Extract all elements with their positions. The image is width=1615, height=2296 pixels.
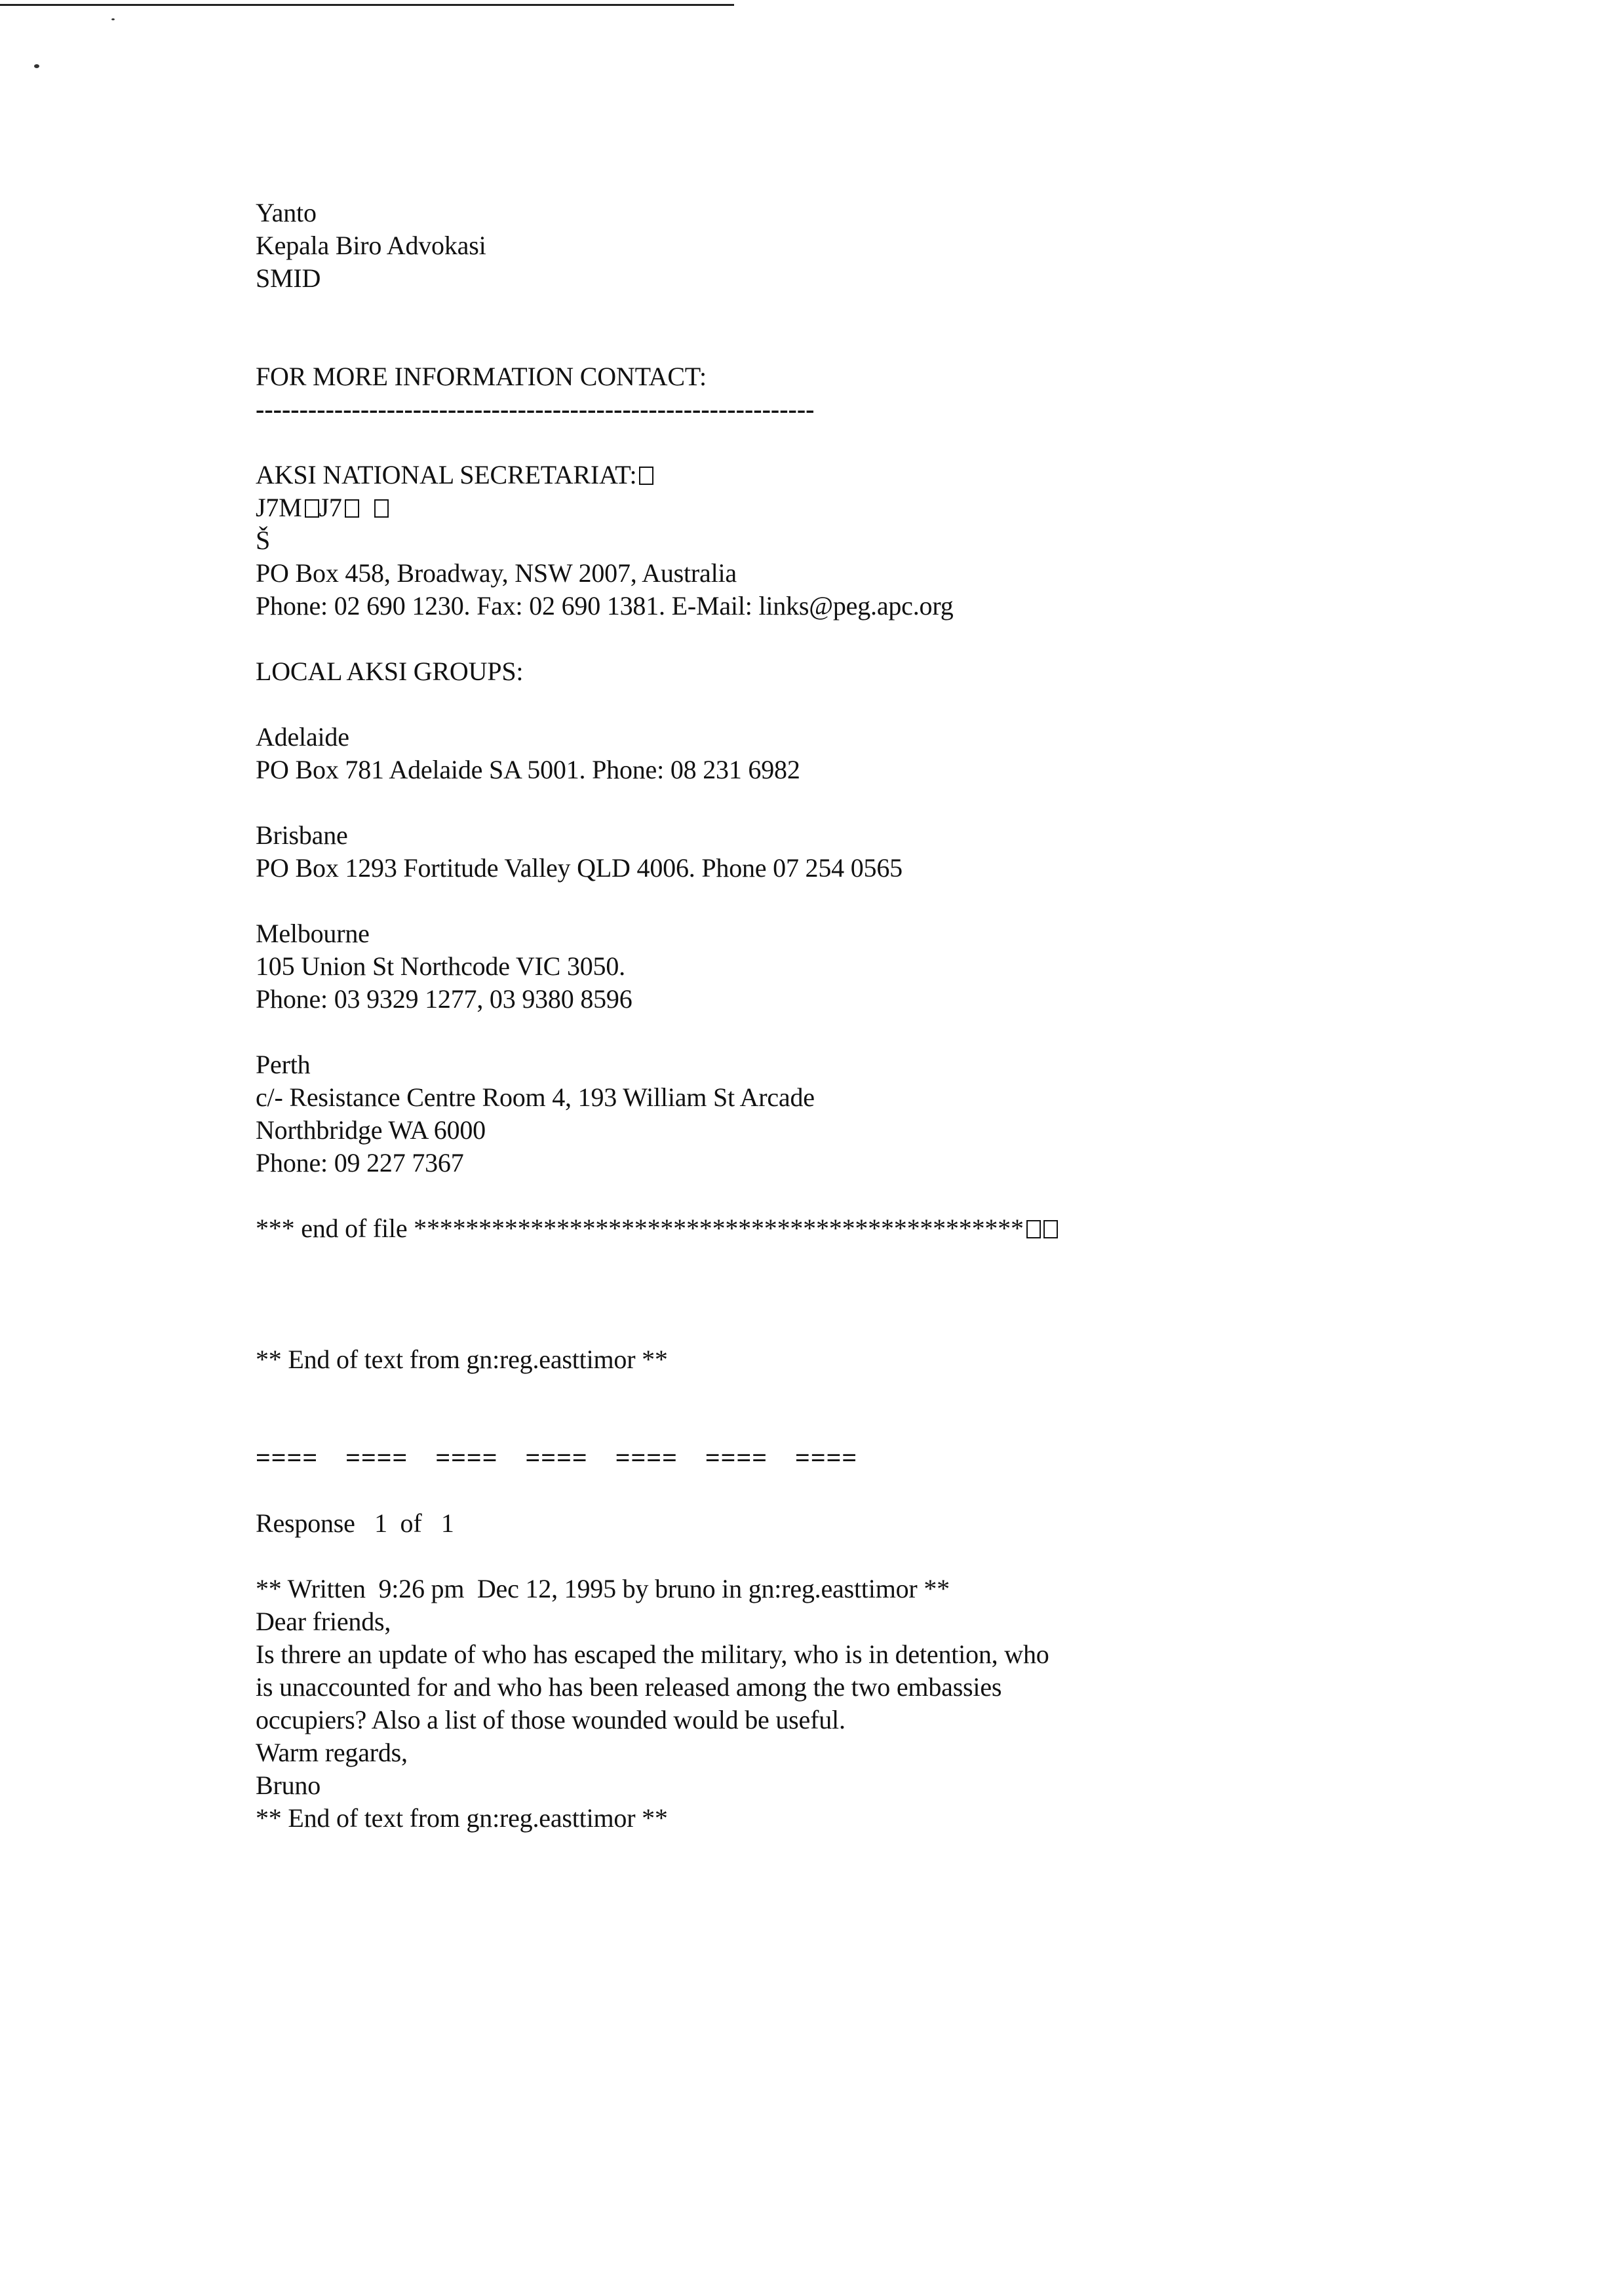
- response-closing: Warm regards,: [256, 1738, 408, 1767]
- response-header: ** Written 9:26 pm Dec 12, 1995 by bruno in gn:reg.easttimor **: [256, 1574, 950, 1603]
- secretariat-title: [256, 459, 1501, 491]
- secretariat-address: PO Box 458, Broadway, NSW 2007, Australia: [256, 558, 737, 588]
- end-of-text-marker: ** End of text from gn:reg.easttimor **: [256, 1345, 668, 1374]
- response-body-line: occupiers? Also a list of those wounded would be useful.: [256, 1705, 846, 1734]
- response-end-marker: ** End of text from gn:reg.easttimor **: [256, 1803, 668, 1833]
- group-phone-perth: Phone: 09 227 7367: [256, 1148, 464, 1177]
- garbled-line: [256, 491, 1501, 524]
- unknown-glyph-icon: [639, 467, 653, 485]
- group-suburb-perth: Northbridge WA 6000: [256, 1115, 486, 1145]
- separator-segment: ====: [435, 1443, 498, 1472]
- group-city-melbourne: Melbourne: [256, 919, 370, 948]
- response-counter: Response 1 of 1: [256, 1508, 454, 1538]
- response-greeting: Dear friends,: [256, 1607, 391, 1636]
- group-address-brisbane: PO Box 1293 Fortitude Valley QLD 4006. Phone 07 254 0565: [256, 853, 903, 883]
- response-body-line: is unaccounted for and who has been released among the two embassies: [256, 1672, 1002, 1702]
- unknown-glyph-icon: [305, 499, 319, 518]
- separator-row: [256, 1442, 1501, 1474]
- scan-speck: [34, 64, 39, 68]
- local-groups-heading: LOCAL AKSI GROUPS:: [256, 657, 524, 686]
- group-city-perth: Perth: [256, 1050, 311, 1079]
- end-of-file-marker: [256, 1212, 1501, 1245]
- document-body: [256, 197, 1501, 1835]
- end-of-file-text: *** end of file ***********************************************: [256, 1214, 1024, 1243]
- author-organization: SMID: [256, 263, 321, 293]
- scan-speck: [111, 18, 115, 20]
- contact-heading: FOR MORE INFORMATION CONTACT:: [256, 362, 707, 391]
- group-address-melbourne: 105 Union St Northcode VIC 3050.: [256, 951, 625, 981]
- unknown-glyph-icon: [1043, 1220, 1058, 1238]
- response-body-line: Is threre an update of who has escaped the military, who is in detention, who: [256, 1639, 1049, 1669]
- garbled-char: Š: [256, 526, 271, 555]
- separator-segment: ====: [615, 1443, 678, 1472]
- response-signature: Bruno: [256, 1770, 321, 1800]
- separator-segment: ====: [256, 1443, 319, 1472]
- author-name: Yanto: [256, 198, 317, 227]
- secretariat-title-text: AKSI NATIONAL SECRETARIAT:: [256, 460, 637, 489]
- group-address-perth: c/- Resistance Centre Room 4, 193 William St Arcade: [256, 1082, 815, 1112]
- group-address-adelaide: PO Box 781 Adelaide SA 5001. Phone: 08 231 6982: [256, 755, 800, 784]
- garbled-text: J7: [319, 493, 342, 522]
- separator-segment: ====: [345, 1443, 408, 1472]
- unknown-glyph-icon: [345, 499, 359, 518]
- secretariat-phone: Phone: 02 690 1230. Fax: 02 690 1381. E-Mail: links@peg.apc.org: [256, 591, 954, 621]
- author-position: Kepala Biro Advokasi: [256, 231, 486, 260]
- unknown-glyph-icon: [1026, 1220, 1041, 1238]
- group-city-adelaide: Adelaide: [256, 722, 349, 752]
- unknown-glyph-icon: [374, 499, 389, 518]
- garbled-text: J7M: [256, 493, 302, 522]
- separator-segment: ====: [705, 1443, 768, 1472]
- contact-divider: ----------------------------------------------------------------: [256, 394, 815, 424]
- scan-edge-line: [0, 4, 734, 6]
- separator-segment: ====: [525, 1443, 588, 1472]
- group-phone-melbourne: Phone: 03 9329 1277, 03 9380 8596: [256, 984, 632, 1014]
- group-city-brisbane: Brisbane: [256, 820, 348, 850]
- separator-segment: ====: [795, 1443, 858, 1472]
